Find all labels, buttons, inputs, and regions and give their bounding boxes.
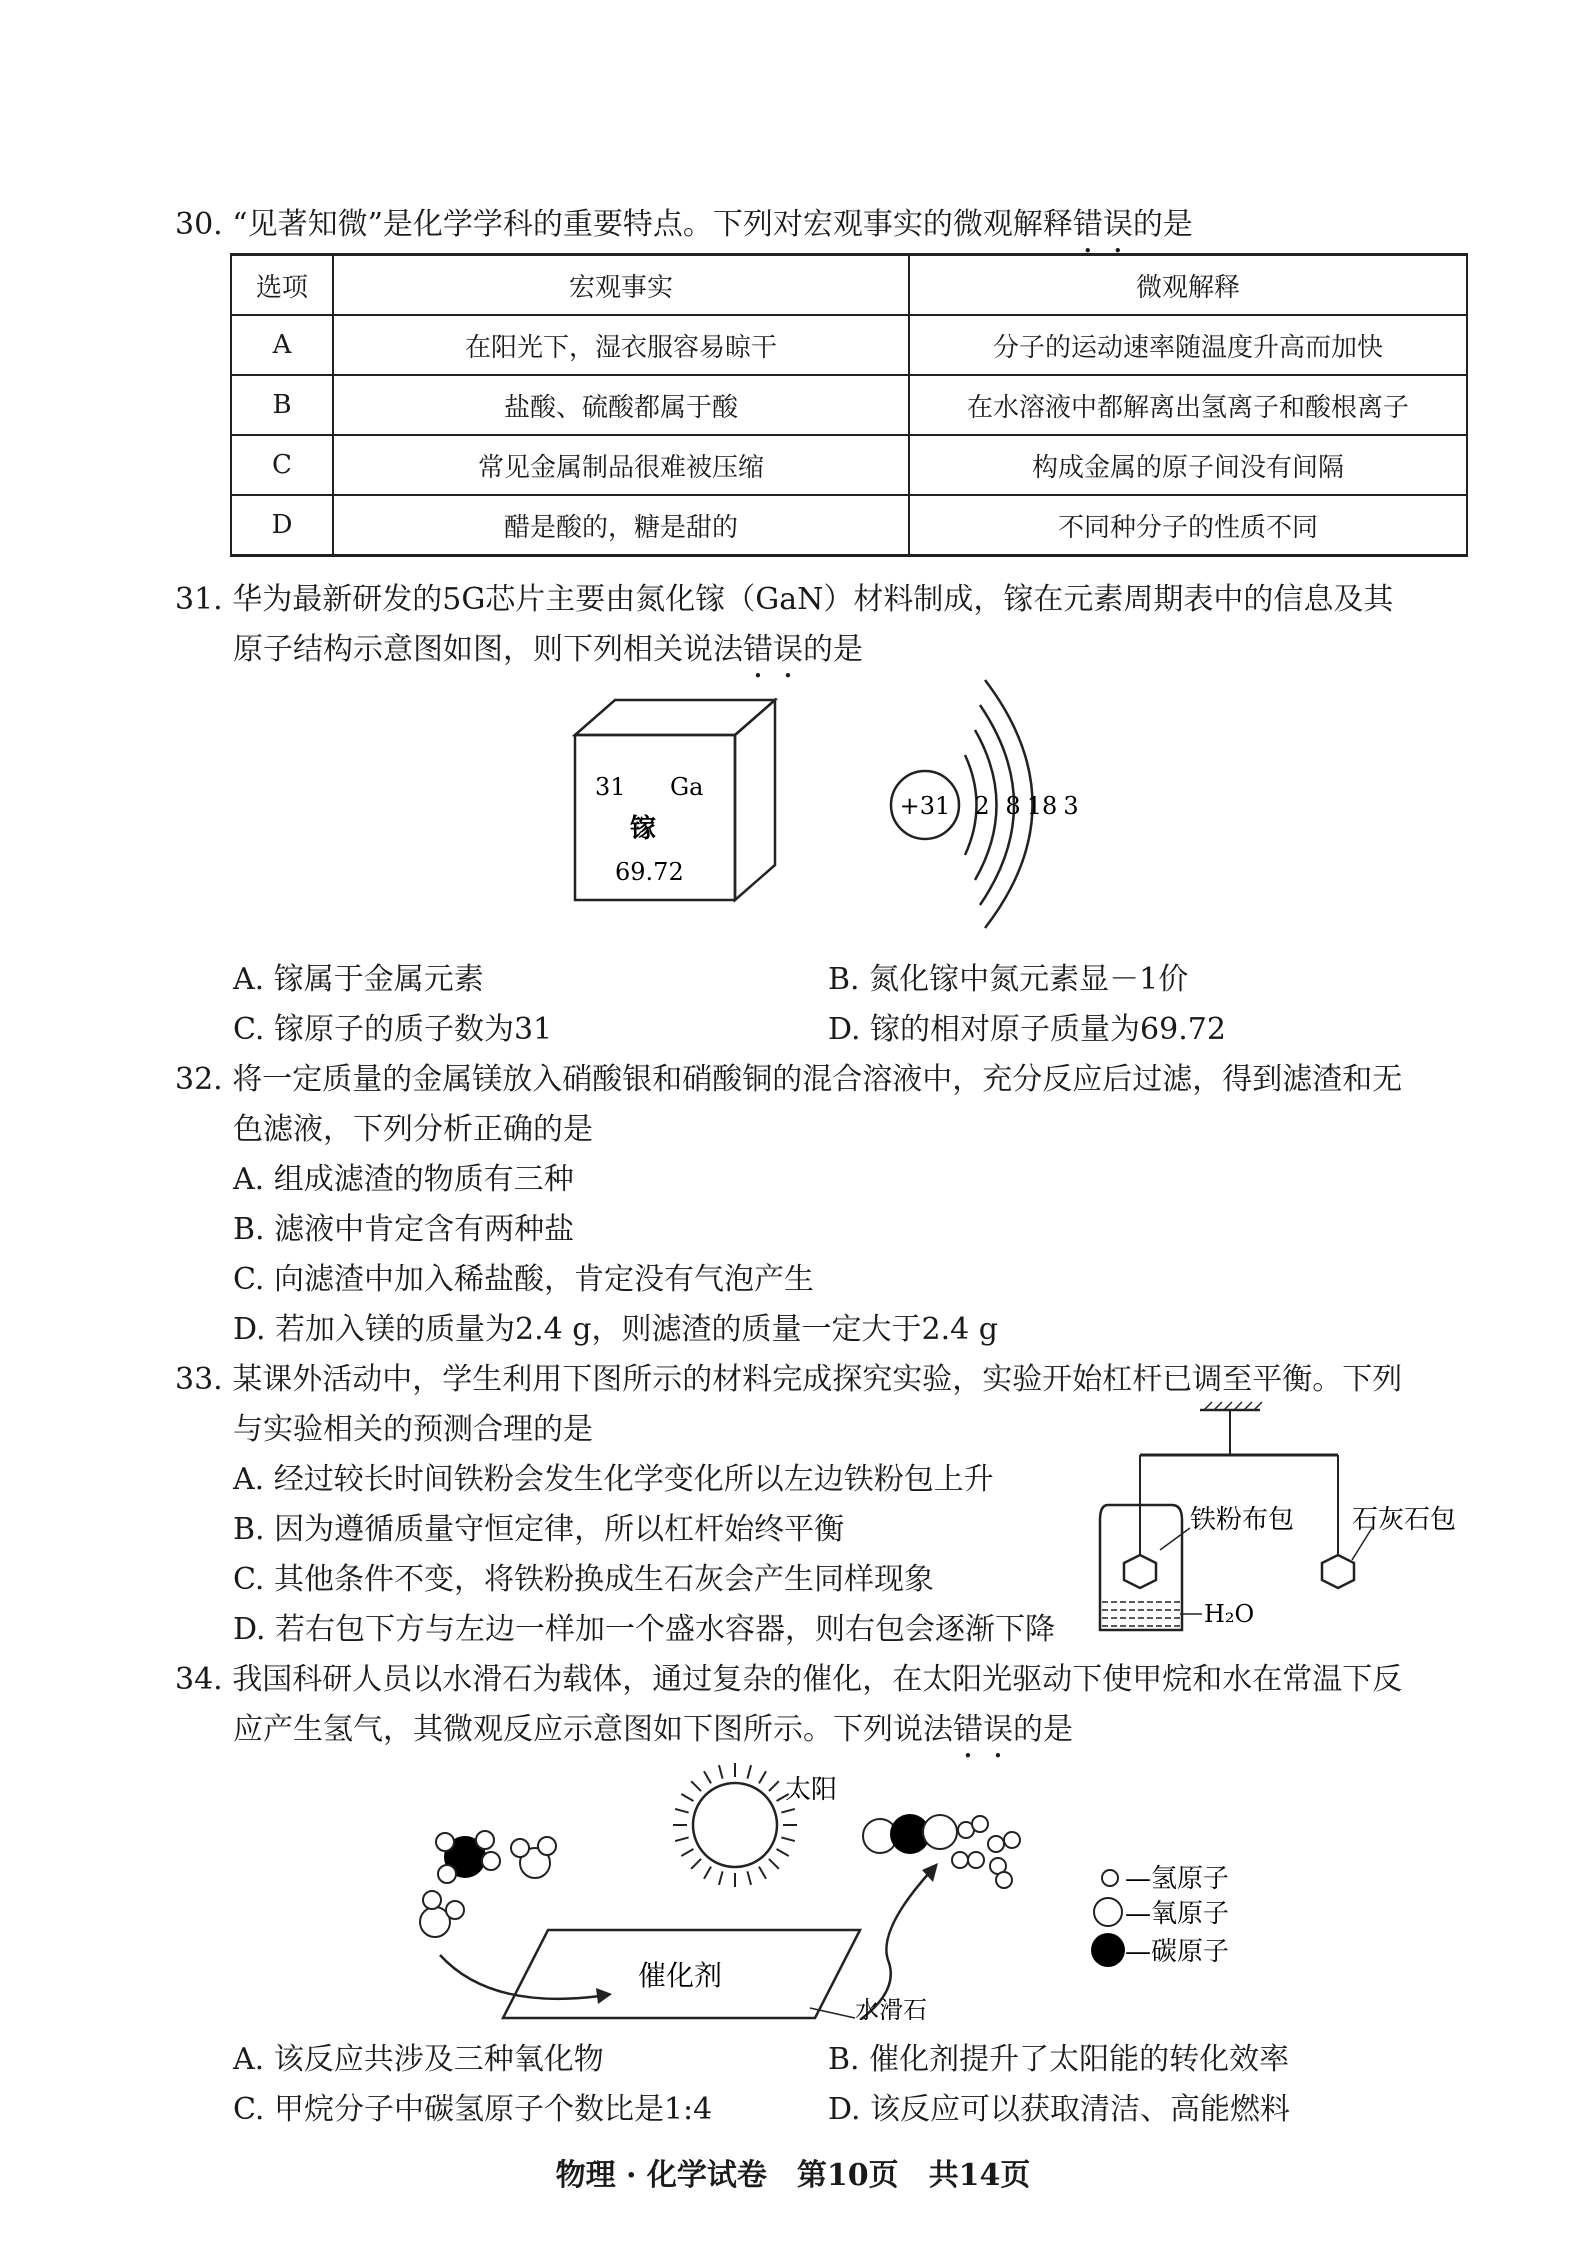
q33-option-d: D. 若右包下方与左边一样加一个盛水容器，则右包会逐渐下降	[233, 1612, 1056, 1647]
q31-option-d: D. 镓的相对原子质量为69.72	[828, 1012, 1226, 1047]
q30-table	[230, 253, 1468, 557]
sun-ray	[719, 1765, 723, 1779]
q34-option-c: C. 甲烷分子中碳氢原子个数比是1:4	[233, 2092, 713, 2127]
question-34	[175, 1655, 1475, 1765]
element-name: 镓	[630, 814, 657, 844]
table-cell: 构成金属的原子间没有间隔	[909, 435, 1467, 495]
sun-ray	[747, 1765, 751, 1779]
element-cube-figure	[565, 695, 795, 915]
atom-structure-figure	[880, 670, 1110, 930]
table-cell: 不同种分子的性质不同	[909, 495, 1467, 556]
question-31-line-2: 原子结构示意图如图，则下列相关说法错误的是	[233, 632, 863, 667]
emphasis-text: 错误	[743, 632, 803, 667]
hydrogen-atom-legend-icon	[1102, 1870, 1118, 1886]
table-cell: B	[231, 375, 333, 435]
shell-electron-count: 3	[1063, 792, 1079, 820]
table-cell: D	[231, 495, 333, 556]
sun-ray	[781, 1809, 795, 1813]
q33-option-a: A. 经过较长时间铁粉会发生化学变化所以左边铁粉包上升	[233, 1462, 994, 1497]
sun-ray	[675, 1809, 689, 1813]
question-31	[175, 575, 1475, 685]
question-34-line-2: 应产生氢气，其微观反应示意图如下图所示。下列说法错误的是	[233, 1712, 1073, 1747]
table-row	[231, 315, 1467, 375]
cube-top-face	[575, 700, 775, 735]
catalyst-label: 催化剂	[637, 1959, 723, 1992]
water-molecule	[420, 1891, 464, 1937]
table-row	[231, 495, 1467, 556]
element-number: 31	[595, 773, 626, 801]
emphasis-text: 错误	[1072, 207, 1133, 242]
table-cell: C	[231, 435, 333, 495]
q32-option-c: C. 向滤渣中加入稀盐酸，肯定没有气泡产生	[233, 1262, 814, 1297]
table-cell: 常见金属制品很难被压缩	[333, 435, 909, 495]
sun-label: 太阳	[785, 1775, 838, 1805]
table-cell: A	[231, 315, 333, 375]
sun-ray	[747, 1871, 751, 1885]
q34-option-b: B. 催化剂提升了太阳能的转化效率	[828, 2042, 1290, 2077]
element-symbol: Ga	[670, 773, 704, 801]
nucleus-charge: +31	[899, 792, 951, 820]
q31-option-b: B. 氮化镓中氮元素显－1价	[828, 962, 1189, 997]
q31-option-c: C. 镓原子的质子数为31	[233, 1012, 553, 1047]
table-row	[231, 435, 1467, 495]
question-30	[175, 200, 1475, 260]
q32-option-b: B. 滤液中肯定含有两种盐	[233, 1212, 575, 1247]
table-header-row	[231, 255, 1467, 316]
q32-option-a: A. 组成滤渣的物质有三种	[233, 1162, 574, 1197]
sun-ray	[769, 1859, 779, 1869]
shell-electron-count: 2	[974, 792, 990, 820]
lever-experiment-figure	[1090, 1400, 1480, 1650]
table-row	[231, 375, 1467, 435]
carbon-dioxide-molecule	[863, 1814, 957, 1854]
hydrogen-molecules	[952, 1816, 1020, 1888]
table-cell: 在水溶液中都解离出氢离子和酸根离子	[909, 375, 1467, 435]
legend-carbon: —碳原子	[1125, 1937, 1230, 1967]
legend-oxygen: —氧原子	[1125, 1899, 1230, 1929]
question-33-line-2: 与实验相关的预测合理的是	[233, 1412, 593, 1447]
sun-ray	[759, 1771, 766, 1783]
sun-ray	[777, 1849, 789, 1856]
q33-option-c: C. 其他条件不变，将铁粉换成生石灰会产生同样现象	[233, 1562, 934, 1597]
question-32	[175, 1055, 1475, 1155]
sun-ray	[759, 1867, 766, 1879]
arrowhead	[596, 1988, 612, 2004]
reaction-diagram-figure	[400, 1760, 1400, 2020]
limestone-bag	[1322, 1555, 1354, 1588]
question-33-line-1: 33. 某课外活动中，学生利用下图所示的材料完成探究实验，实验开始杠杆已调至平衡。下列	[175, 1362, 1403, 1397]
water-lines	[1102, 1602, 1180, 1626]
water-molecule	[511, 1837, 556, 1878]
methane-molecule	[436, 1831, 500, 1883]
table-header: 宏观事实	[333, 255, 909, 316]
table-cell: 醋是酸的，糖是甜的	[333, 495, 909, 556]
table-cell: 分子的运动速率随温度升高而加快	[909, 315, 1467, 375]
sun-ray	[704, 1867, 711, 1879]
page-footer: 物理 · 化学试卷 第10页 共14页	[555, 2158, 1031, 2193]
q34-option-a: A. 该反应共涉及三种氧化物	[233, 2042, 604, 2077]
emphasis-text: 错误	[953, 1712, 1013, 1747]
support-label: 水滑石	[855, 1996, 927, 2020]
element-mass: 69.72	[615, 858, 684, 886]
sun-ray	[719, 1871, 723, 1885]
q32-option-d: D. 若加入镁的质量为2.4 g，则滤渣的质量一定大于2.4 g	[233, 1312, 998, 1347]
leader-line	[1160, 1528, 1190, 1550]
sun-ray	[704, 1771, 711, 1783]
iron-bag-label: 铁粉布包	[1190, 1505, 1295, 1535]
question-34-line-1: 34. 我国科研人员以水滑石为载体，通过复杂的催化，在太阳光驱动下使甲烷和水在常温下反	[175, 1662, 1403, 1697]
reaction-arrow-in	[440, 1955, 600, 1999]
carbon-atom-legend-icon	[1091, 1933, 1125, 1967]
sun-ray	[769, 1781, 779, 1791]
question-32-line-1: 32. 将一定质量的金属镁放入硝酸银和硝酸铜的混合溶液中，充分反应后过滤，得到滤渣和无	[175, 1062, 1403, 1097]
question-30-stem: 30. “见著知微”是化学学科的重要特点。下列对宏观事实的微观解释错误的是	[175, 207, 1193, 242]
table-header: 微观解释	[909, 255, 1467, 316]
shell-electron-count: 18	[1026, 792, 1058, 820]
table-cell: 在阳光下，湿衣服容易晾干	[333, 315, 909, 375]
water-label: H₂O	[1204, 1600, 1255, 1628]
cube-side-face	[735, 700, 775, 900]
shell-electron-count: 8	[1005, 792, 1021, 820]
q31-option-a: A. 镓属于金属元素	[233, 962, 484, 997]
q34-option-d: D. 该反应可以获取清洁、高能燃料	[828, 2092, 1291, 2127]
question-32-line-2: 色滤液，下列分析正确的是	[233, 1112, 593, 1147]
q33-option-b: B. 因为遵循质量守恒定律，所以杠杆始终平衡	[233, 1512, 845, 1547]
limestone-bag-label: 石灰石包	[1352, 1505, 1457, 1535]
iron-powder-bag	[1124, 1555, 1156, 1588]
sun-ray	[681, 1794, 693, 1801]
legend-hydrogen: —氢原子	[1125, 1864, 1230, 1894]
table-cell: 盐酸、硫酸都属于酸	[333, 375, 909, 435]
table-header: 选项	[231, 255, 333, 316]
oxygen-atom-legend-icon	[1094, 1898, 1122, 1926]
sun-ray	[691, 1781, 701, 1791]
sun-ray	[681, 1849, 693, 1856]
sun-ray	[691, 1859, 701, 1869]
sun-icon	[673, 1763, 797, 1887]
sun-ray	[675, 1837, 689, 1841]
question-31-line-1: 31. 华为最新研发的5G芯片主要由氮化镓（GaN）材料制成，镓在元素周期表中的信息及其	[175, 582, 1394, 617]
sun-ray	[781, 1837, 795, 1841]
